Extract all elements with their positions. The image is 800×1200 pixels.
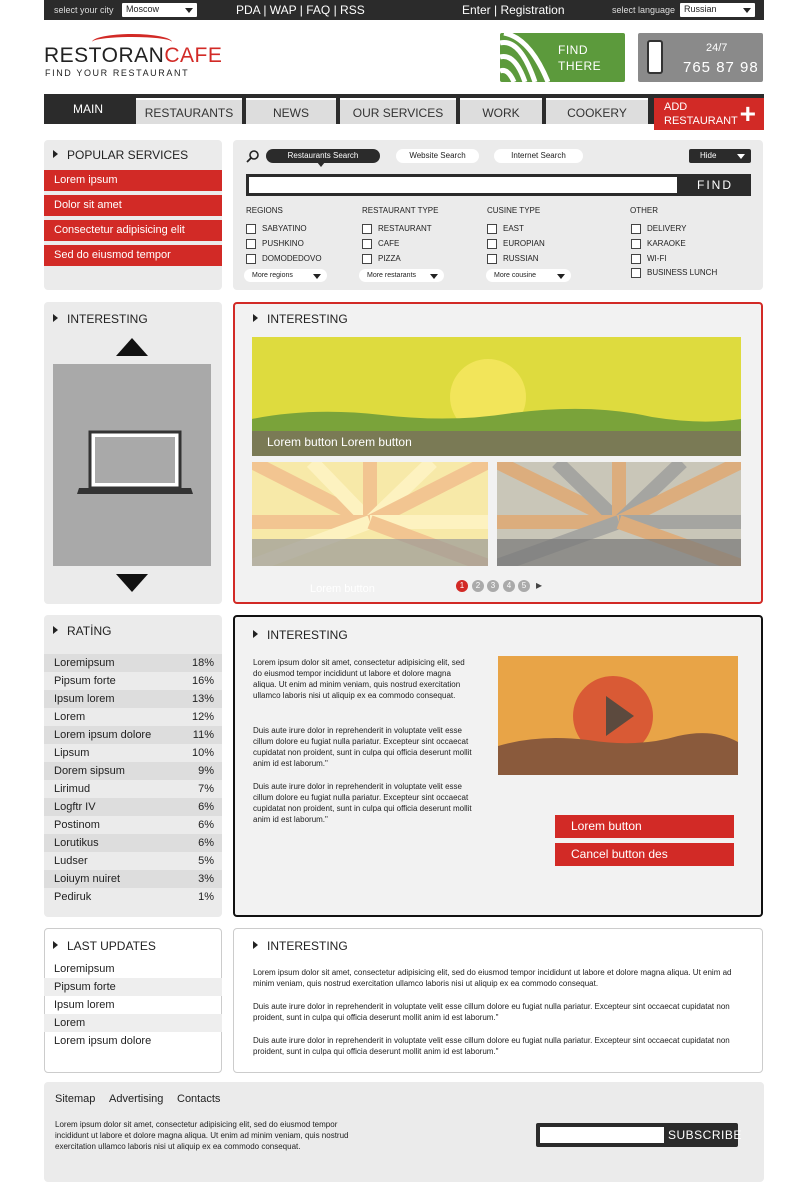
laptop-icon bbox=[53, 364, 211, 566]
checkbox-east[interactable]: EAST bbox=[487, 224, 524, 233]
wide-paragraph-3: Duis aute irure dolor in reprehenderit in voluptate velit esse cillum dolore eu fugiat nulla pariatur. Excepteur sint occaecat cupidatat non proident, sunt in culpa qui officia deserunt mollit anim id est laborum." bbox=[253, 1036, 730, 1056]
rating-name: Loiuym nuiret bbox=[54, 873, 121, 885]
plus-icon: + bbox=[739, 98, 756, 129]
popular-service-item[interactable]: Consectetur adipisicing elit bbox=[44, 220, 222, 241]
rating-percent: 16% bbox=[191, 675, 214, 687]
checkbox-business-lunch[interactable]: BUSINESS LUNCH bbox=[631, 268, 717, 277]
city-select[interactable]: Moscow bbox=[122, 3, 197, 17]
rating-row[interactable] bbox=[44, 798, 222, 816]
nav-restaurants[interactable]: RESTAURANTS bbox=[136, 98, 242, 124]
popular-service-item[interactable]: Dolor sit amet bbox=[44, 195, 222, 216]
last-update-item[interactable]: Lorem ipsum dolore bbox=[54, 1035, 152, 1047]
last-update-item[interactable]: Pipsum forte bbox=[44, 978, 222, 996]
rating-name: Pediruk bbox=[54, 891, 92, 903]
rating-row[interactable] bbox=[44, 708, 222, 726]
checkbox-delivery[interactable]: DELIVERY bbox=[631, 224, 686, 233]
rating-name: Lirimud bbox=[54, 783, 91, 795]
rating-row[interactable] bbox=[44, 834, 222, 852]
cancel-button[interactable]: Cancel button des bbox=[555, 843, 734, 866]
rating-percent: 6% bbox=[198, 819, 214, 831]
other-heading: OTHER bbox=[630, 206, 658, 215]
tab-restaurants-search[interactable]: Restaurants Search bbox=[266, 149, 380, 163]
banner-caption: Lorem button Lorem button bbox=[267, 435, 412, 449]
wide-paragraph-1: Lorem ipsum dolor sit amet, consectetur adipisicing elit, sed do eiusmod tempor incididunt ut labore et dolore magna aliqua. Ut enim ad minim veniam, quis nostrud exercitation ullamco laboris nisi ut aliquip ex ea commodo consequat. bbox=[253, 968, 732, 988]
page-dot-1[interactable]: 1 bbox=[456, 580, 468, 592]
slider-title: INTERESTING bbox=[253, 312, 348, 326]
add-restaurant-button[interactable] bbox=[654, 98, 764, 130]
footer-link-sitemap[interactable]: Sitemap bbox=[55, 1093, 96, 1105]
nav-work[interactable]: WORK bbox=[460, 98, 542, 124]
find-there-line1: FIND bbox=[558, 43, 588, 57]
last-update-item[interactable]: Loremipsum bbox=[54, 963, 115, 975]
rating-name: Logftr IV bbox=[54, 801, 96, 813]
top-links[interactable]: PDA | WAP | FAQ | RSS bbox=[236, 3, 365, 17]
content-paragraph-2: Duis aute irure dolor in reprehenderit in voluptate velit esse cillum dolore eu fugiat nulla pariatur. Excepteur sint occaecat cupidatat non proident, sunt in culpa qui officia deserunt mollit anim id est laborum." bbox=[253, 726, 472, 768]
interesting-content-title: INTERESTING bbox=[253, 628, 348, 642]
phone-box bbox=[638, 33, 763, 82]
rating-percent: 5% bbox=[198, 855, 214, 867]
rating-name: Dorem sipsum bbox=[54, 765, 125, 777]
arrow-down-icon[interactable] bbox=[116, 574, 148, 592]
popular-services-title: POPULAR SERVICES bbox=[53, 148, 188, 162]
checkbox-restaurant[interactable]: RESTAURANT bbox=[362, 224, 432, 233]
page-dot-5[interactable]: 5 bbox=[518, 580, 530, 592]
more-regions-select[interactable]: More regions bbox=[244, 269, 327, 282]
more-cuisine-select[interactable]: More cousine bbox=[486, 269, 571, 282]
rating-row[interactable] bbox=[44, 690, 222, 708]
cuisine-type-heading: CUSINE TYPE bbox=[487, 206, 541, 215]
add-restaurant-line1: ADD bbox=[664, 101, 688, 113]
subscribe-button[interactable]: SUBSCRIBE bbox=[668, 1128, 742, 1142]
nav-main[interactable]: MAIN bbox=[44, 94, 132, 124]
triangle-right-icon bbox=[53, 314, 58, 322]
rating-name: Ludser bbox=[54, 855, 88, 867]
rating-name: Pipsum forte bbox=[54, 675, 116, 687]
rating-row[interactable] bbox=[44, 744, 222, 762]
rating-row[interactable] bbox=[44, 888, 222, 906]
footer-link-advertising[interactable]: Advertising bbox=[109, 1093, 164, 1105]
checkbox-pizza[interactable]: PIZZA bbox=[362, 254, 401, 263]
rating-row[interactable] bbox=[44, 654, 222, 672]
language-select[interactable]: Russian bbox=[680, 3, 755, 17]
add-restaurant-line2: RESTAURANT bbox=[664, 115, 738, 127]
rating-percent: 9% bbox=[198, 765, 214, 777]
triangle-right-icon bbox=[253, 314, 258, 322]
rating-percent: 1% bbox=[198, 891, 214, 903]
phone-icon bbox=[647, 40, 663, 74]
rating-percent: 18% bbox=[191, 657, 214, 669]
logo-name-part1: RESTORAN bbox=[44, 44, 165, 67]
logo-tagline: FIND YOUR RESTAURANT bbox=[45, 68, 190, 78]
rating-percent: 7% bbox=[198, 783, 214, 795]
rating-row[interactable] bbox=[44, 762, 222, 780]
rating-percent: 6% bbox=[198, 801, 214, 813]
subscribe-email-input[interactable] bbox=[540, 1127, 664, 1143]
logo[interactable] bbox=[44, 44, 222, 68]
arrow-up-icon[interactable] bbox=[116, 338, 148, 356]
checkbox-sabyatino[interactable]: SABYATINO bbox=[246, 224, 307, 233]
last-updates-title: LAST UPDATES bbox=[53, 939, 156, 953]
rating-name: Lipsum bbox=[54, 747, 90, 759]
rating-name: Lorem ipsum dolore bbox=[54, 729, 152, 741]
lorem-button[interactable]: Lorem button bbox=[555, 815, 734, 838]
sunburst-thumb-1[interactable] bbox=[252, 462, 488, 566]
rating-row[interactable] bbox=[44, 816, 222, 834]
nav-news[interactable]: NEWS bbox=[246, 98, 336, 124]
page-dot-3[interactable]: 3 bbox=[487, 580, 499, 592]
rating-percent: 6% bbox=[198, 837, 214, 849]
checkbox-russian[interactable]: RUSSIAN bbox=[487, 254, 539, 263]
last-update-item[interactable]: Lorem bbox=[44, 1014, 222, 1032]
checkbox-wifi[interactable]: WI-FI bbox=[631, 254, 667, 263]
interesting-side-title: INTERESTING bbox=[53, 312, 148, 326]
rating-percent: 3% bbox=[198, 873, 214, 885]
thumb-caption: Lorem button bbox=[310, 583, 375, 595]
search-icon bbox=[246, 149, 260, 163]
more-restaurants-select[interactable]: More restarants bbox=[359, 269, 444, 282]
logo-name-part2: CAFE bbox=[164, 44, 223, 67]
checkbox-cafe[interactable]: CAFE bbox=[362, 239, 399, 248]
rating-row[interactable] bbox=[44, 852, 222, 870]
rating-percent: 13% bbox=[191, 693, 214, 705]
checkbox-karaoke[interactable]: KARAOKE bbox=[631, 239, 686, 248]
rating-name: Postinom bbox=[54, 819, 100, 831]
popular-service-item[interactable]: Lorem ipsum bbox=[44, 170, 222, 191]
triangle-right-icon bbox=[253, 941, 258, 949]
triangle-right-icon bbox=[53, 626, 58, 634]
footer-text: Lorem ipsum dolor sit amet, consectetur adipisicing elit, sed do eiusmod tempor incididunt ut labore et dolore magna aliqua. Ut enim ad minim veniam, quis nostrud exercitation ullamco laboris nisi ut aliquip ex ea commodo consequat. bbox=[55, 1120, 349, 1151]
nav-our-services[interactable]: OUR SERVICES bbox=[340, 98, 456, 124]
page-dot-4[interactable]: 4 bbox=[503, 580, 515, 592]
phone-hours: 24/7 bbox=[706, 42, 728, 54]
stripes-icon bbox=[500, 33, 550, 82]
checkbox-pushkino[interactable]: PUSHKINO bbox=[246, 239, 304, 248]
top-bar bbox=[44, 0, 764, 20]
next-arrow-icon[interactable]: ▸ bbox=[536, 578, 543, 592]
popular-service-item[interactable]: Sed do eiusmod tempor bbox=[44, 245, 222, 266]
nav-cookery[interactable]: COOKERY bbox=[546, 98, 648, 124]
wide-paragraph-2: Duis aute irure dolor in reprehenderit in voluptate velit esse cillum dolore eu fugiat nulla pariatur. Excepteur sint occaecat cupidatat non proident, sunt in culpa qui officia deserunt mollit anim id est laborum." bbox=[253, 1002, 730, 1022]
page-dot-2[interactable]: 2 bbox=[472, 580, 484, 592]
restaurant-type-heading: RESTAURANT TYPE bbox=[362, 206, 439, 215]
triangle-right-icon bbox=[253, 630, 258, 638]
content-paragraph-3: Duis aute irure dolor in reprehenderit in voluptate velit esse cillum dolore eu fugiat nulla pariatur. Excepteur sint occaecat cupidatat non proident, sunt in culpa qui officia deserunt mollit anim id est laborum." bbox=[253, 782, 472, 824]
language-label: select language bbox=[612, 5, 676, 15]
rating-name: Ipsum lorem bbox=[54, 693, 115, 705]
last-update-item[interactable]: Ipsum lorem bbox=[54, 999, 115, 1011]
rating-name: Loremipsum bbox=[54, 657, 115, 669]
content-paragraph-1: Lorem ipsum dolor sit amet, consectetur adipisicing elit, sed do eiusmod tempor incididunt ut labore et dolore magna aliqua. Ut enim ad minim veniam, quis nostrud exercitation ullamco laboris nisi ut aliquip ex ea commodo consequat. bbox=[253, 658, 465, 700]
rating-percent: 12% bbox=[191, 711, 214, 723]
find-there-line2: THERE bbox=[558, 59, 602, 73]
rating-row[interactable] bbox=[44, 672, 222, 690]
sunburst-thumb-2[interactable] bbox=[497, 462, 741, 566]
checkbox-europian[interactable]: EUROPIAN bbox=[487, 239, 545, 248]
tab-website-search[interactable]: Website Search bbox=[396, 149, 479, 163]
hide-select[interactable]: Hide bbox=[689, 149, 751, 163]
search-input[interactable] bbox=[246, 174, 680, 196]
triangle-right-icon bbox=[53, 941, 58, 949]
rating-title: RATİNG bbox=[53, 624, 111, 638]
rating-row[interactable] bbox=[44, 780, 222, 798]
laptop-image[interactable] bbox=[53, 364, 211, 566]
find-button[interactable]: FIND bbox=[679, 174, 751, 196]
regions-heading: REGIONS bbox=[246, 206, 283, 215]
city-label: select your city bbox=[54, 5, 114, 15]
rating-percent: 10% bbox=[191, 747, 214, 759]
footer-link-contacts[interactable]: Contacts bbox=[177, 1093, 221, 1105]
find-there-button[interactable] bbox=[500, 33, 625, 82]
interesting-wide-title: INTERESTING bbox=[253, 939, 348, 953]
auth-links[interactable]: Enter | Registration bbox=[462, 3, 565, 17]
video-thumbnail[interactable] bbox=[498, 656, 738, 775]
rating-percent: 11% bbox=[192, 729, 214, 741]
rating-row[interactable] bbox=[44, 726, 222, 744]
rating-name: Lorem bbox=[54, 711, 86, 723]
rating-row[interactable] bbox=[44, 870, 222, 888]
checkbox-domodedovo[interactable]: DOMODEDOVO bbox=[246, 254, 322, 263]
triangle-right-icon bbox=[53, 150, 58, 158]
phone-number: 765 87 98 bbox=[683, 59, 759, 76]
tab-internet-search[interactable]: Internet Search bbox=[494, 149, 583, 163]
tab-pointer-icon bbox=[317, 162, 325, 167]
rating-name: Lorutikus bbox=[54, 837, 99, 849]
